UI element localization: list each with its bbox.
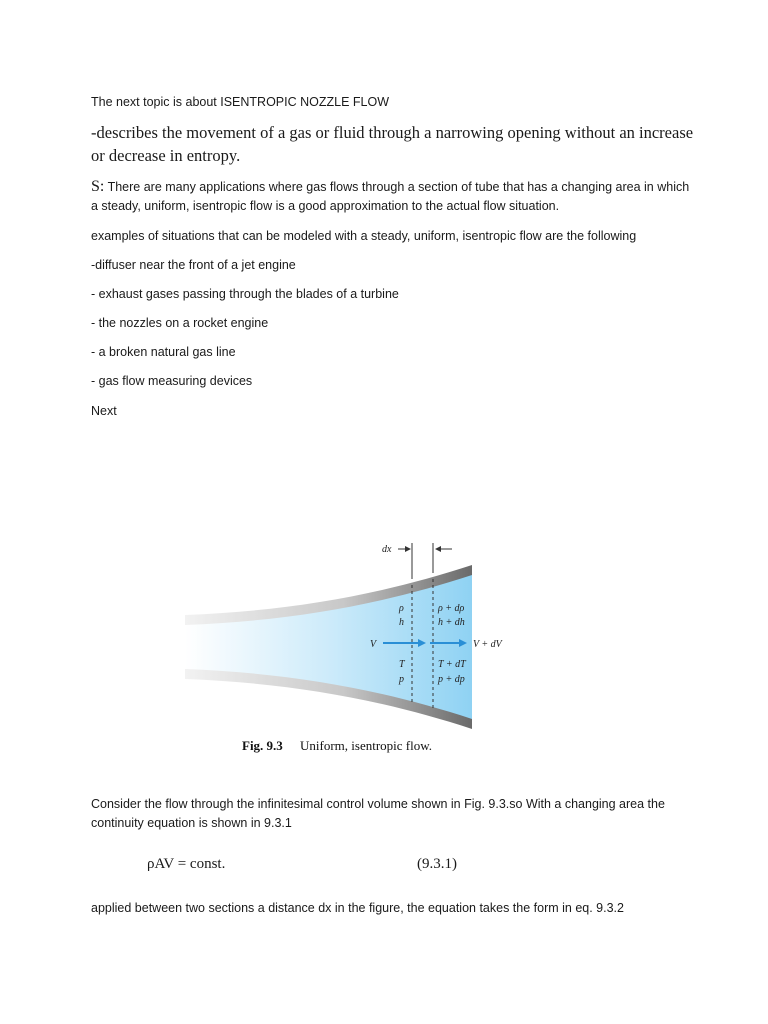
s-label: S:: [91, 178, 105, 195]
caption-number: Fig. 9.3: [242, 738, 283, 753]
examples-intro: examples of situations that can be modeled with a steady, uniform, isentropic flow are the following: [91, 229, 637, 243]
equation-number: (9.3.1): [417, 856, 457, 872]
list-item: -diffuser near the front of a jet engine: [91, 258, 296, 272]
applied-text: applied between two sections a distance dx in the figure, the equation takes the form in eq. 9.3.2: [91, 901, 624, 915]
list-item: - exhaust gases passing through the blades of a turbine: [91, 287, 399, 301]
dx-label: dx: [382, 544, 392, 555]
v-right-label: V + dV: [473, 639, 502, 650]
nozzle-figure: [180, 535, 540, 765]
right-label-p: p + dp: [438, 674, 465, 685]
equation: ρAV = const.: [147, 856, 226, 872]
list-item: - a broken natural gas line: [91, 345, 236, 359]
right-label-h: h + dh: [438, 617, 465, 628]
right-label-rho: ρ + dρ: [438, 603, 465, 614]
intro-line: The next topic is about ISENTROPIC NOZZLE FLOW: [91, 95, 390, 109]
s-paragraph: [91, 177, 691, 216]
definition-text: -describes the movement of a gas or fluid through a narrowing opening without an increase or decrease in entropy.: [91, 123, 694, 165]
list-item: - the nozzles on a rocket engine: [91, 316, 269, 330]
s-text: There are many applications where gas flows through a section of tube that has a changing area in which a steady, uniform, isentropic flow is a good approximation to the actual flow situation.: [91, 180, 690, 213]
left-label-rho: ρ: [399, 603, 404, 614]
left-label-h: h: [399, 617, 404, 628]
left-label-p: p: [399, 674, 404, 685]
left-label-t: T: [399, 659, 405, 670]
next-label: Next: [91, 404, 117, 418]
flow-region: [185, 573, 472, 721]
list-item: - gas flow measuring devices: [91, 374, 253, 388]
consider-text: Consider the flow through the infinitesimal control volume shown in Fig. 9.3.so With a changing area the continuity equation is shown in 9.3.1: [91, 797, 665, 830]
right-label-t: T + dT: [438, 659, 466, 670]
caption-text: Uniform, isentropic flow.: [300, 738, 433, 753]
v-left-label: V: [370, 639, 377, 650]
